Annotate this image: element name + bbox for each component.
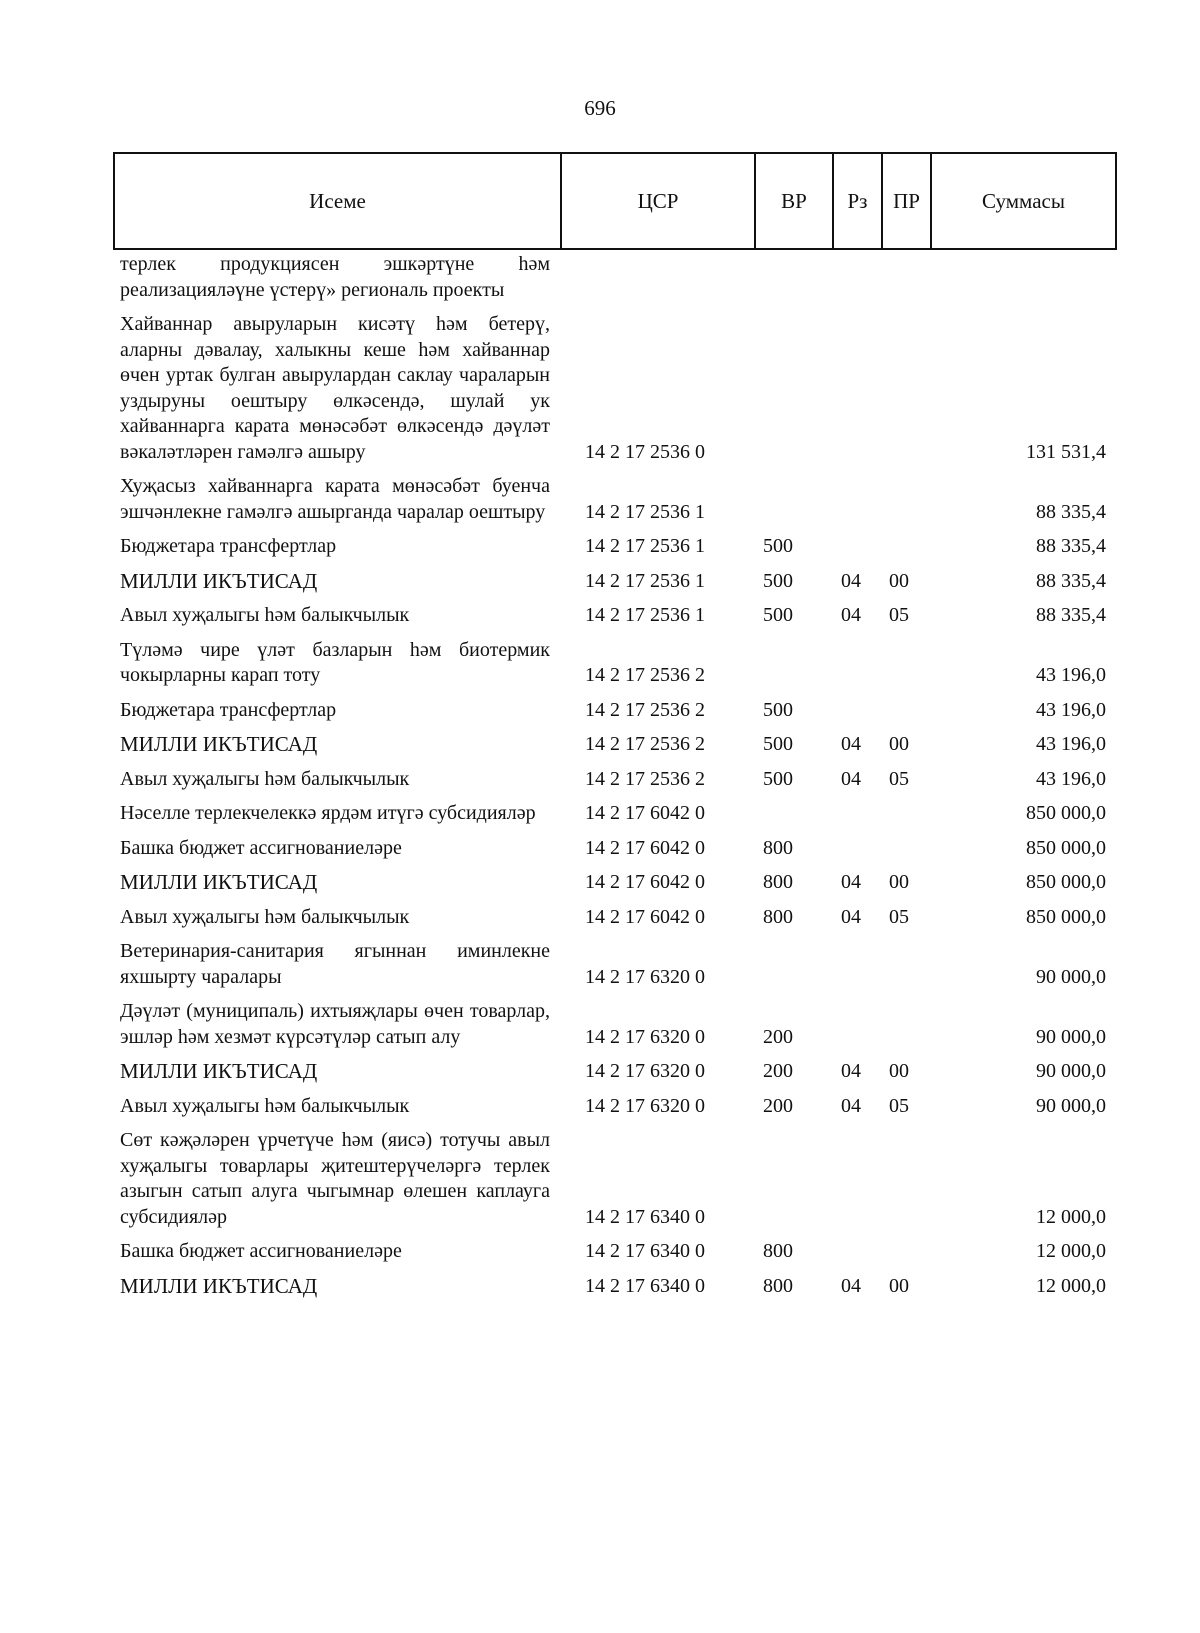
row-name: терлек продукциясен эшкәртүне һәм реализацияләүне үстерү» региональ проекты	[120, 253, 550, 301]
row-vr: 500	[763, 698, 793, 721]
row-pr: 00	[889, 569, 909, 592]
column-header-rz: Рз	[834, 154, 883, 248]
row-vr: 800	[763, 871, 793, 893]
row-sum: 131 531,4	[1026, 440, 1106, 463]
row-rz: 04	[841, 1274, 861, 1297]
row-sum: 90 000,0	[1036, 1025, 1106, 1048]
page-number: 696	[584, 96, 616, 120]
row-csr: 14 2 17 2536 1	[585, 535, 705, 557]
row-vr: 800	[763, 1240, 793, 1262]
row-csr: 14 2 17 2536 2	[585, 698, 705, 721]
table-row	[120, 252, 1110, 303]
row-rz: 04	[841, 905, 861, 928]
row-name: Ветеринария-санитария ягыннан иминлекне яхшырту чаралары	[120, 940, 550, 988]
column-header-pr: ПР	[883, 154, 932, 248]
table-row	[120, 638, 1110, 689]
row-name: Авыл хуҗалыгы һәм балыкчылык	[120, 604, 410, 626]
row-csr: 14 2 17 6042 0	[585, 802, 705, 824]
row-sum: 43 196,0	[1036, 733, 1106, 755]
row-vr: 200	[763, 1060, 793, 1082]
row-vr: 800	[763, 1274, 793, 1297]
table-row	[120, 1059, 1110, 1085]
row-name: МИЛЛИ ИКЪТИСАД	[120, 1273, 318, 1298]
row-name: Авыл хуҗалыгы һәм балыкчылык	[120, 1094, 410, 1117]
table-row	[120, 999, 1110, 1050]
row-csr: 14 2 17 6320 0	[585, 1025, 705, 1048]
row-sum: 850 000,0	[1026, 871, 1106, 893]
row-name: Хайваннар авыруларын кисәтү һәм бетерү, аларны дәвалау, халыкны кеше һәм хайваннар өчен уртак булган авырулардан саклау чараларын уздыруны оештыру өлкәсендә, шулай ук хайваннарга карата мөнәсәбәт өлкәсендә дәүләт вәкаләтләрен гамәлгә ашыру	[120, 313, 550, 463]
row-csr: 14 2 17 2536 2	[585, 664, 705, 686]
row-rz: 04	[841, 604, 861, 626]
row-name: Бюджетара трансфертлар	[120, 698, 337, 721]
table-row	[120, 801, 1110, 827]
table-row	[120, 569, 1110, 595]
row-csr: 14 2 17 6042 0	[585, 871, 705, 893]
table-row	[120, 1274, 1110, 1300]
table-row	[120, 1094, 1110, 1120]
table-row	[120, 905, 1110, 931]
row-pr: 05	[889, 905, 909, 928]
row-name: Башка бюджет ассигнованиеләре	[120, 1240, 402, 1262]
row-rz: 04	[841, 871, 861, 893]
column-header-sum: Суммасы	[982, 188, 1065, 213]
row-csr: 14 2 17 2536 2	[585, 733, 705, 755]
row-name: МИЛЛИ ИКЪТИСАД	[120, 568, 318, 593]
table-row	[120, 870, 1110, 896]
row-pr: 00	[889, 871, 909, 893]
table-row	[120, 1128, 1110, 1230]
row-pr: 05	[889, 1094, 909, 1117]
row-sum: 88 335,4	[1036, 500, 1106, 523]
row-sum: 90 000,0	[1036, 965, 1106, 988]
column-header-csr: ЦСР	[562, 154, 756, 248]
column-header-name: Исеме	[115, 154, 562, 248]
row-name: Бюджетара трансфертлар	[120, 535, 337, 557]
row-csr: 14 2 17 6042 0	[585, 905, 705, 928]
row-rz: 04	[841, 1094, 861, 1117]
row-name: Авыл хуҗалыгы һәм балыкчылык	[120, 767, 410, 790]
row-rz: 04	[841, 767, 861, 790]
table-row	[120, 732, 1110, 758]
row-name: Сөт кәҗәләрен үрчетүче һәм (яисә) тотучы авыл хуҗалыгы товарлары җитештерүчеләргә терлек азыгын сатып алуга чыгымнар өлешен каплауга субсидияләр	[120, 1129, 550, 1228]
row-name: Дәүләт (муниципаль) ихтыяҗлары өчен товарлар, эшләр һәм хезмәт күрсәтүләр сатып алу	[120, 1000, 550, 1048]
row-pr: 05	[889, 604, 909, 626]
table-row	[120, 312, 1110, 465]
row-sum: 90 000,0	[1036, 1094, 1106, 1117]
row-csr: 14 2 17 2536 2	[585, 767, 705, 790]
row-csr: 14 2 17 6340 0	[585, 1240, 705, 1262]
row-csr: 14 2 17 2536 0	[585, 440, 705, 463]
row-vr: 500	[763, 733, 793, 755]
table-row	[120, 836, 1110, 862]
row-name: Хуҗасыз хайваннарга карата мөнәсәбәт буенча эшчәнлекне гамәлгә ашырганда чаралар оештыру	[120, 475, 550, 523]
row-vr: 500	[763, 604, 793, 626]
row-rz: 04	[841, 733, 861, 755]
row-name: Авыл хуҗалыгы һәм балыкчылык	[120, 905, 410, 928]
row-csr: 14 2 17 2536 1	[585, 500, 705, 523]
row-pr: 00	[889, 733, 909, 755]
row-sum: 850 000,0	[1026, 802, 1106, 824]
row-name: Башка бюджет ассигнованиеләре	[120, 836, 402, 859]
row-vr: 800	[763, 836, 793, 859]
row-vr: 500	[763, 535, 793, 557]
table-row	[120, 534, 1110, 560]
row-name: Нәселле терлекчелеккә ярдәм итүгә субсидияләр	[120, 802, 536, 824]
row-vr: 800	[763, 905, 793, 928]
row-sum: 88 335,4	[1036, 569, 1106, 592]
row-sum: 43 196,0	[1036, 767, 1106, 790]
table-row	[120, 1239, 1110, 1265]
row-vr: 200	[763, 1094, 793, 1117]
row-csr: 14 2 17 6042 0	[585, 836, 705, 859]
row-name: МИЛЛИ ИКЪТИСАД	[120, 870, 318, 894]
row-pr: 00	[889, 1060, 909, 1082]
table-header	[113, 152, 1117, 250]
row-name: Түләмә чире үләт базларын һәм биотермик чокырларны карап тоту	[120, 638, 550, 686]
row-sum: 12 000,0	[1036, 1205, 1106, 1228]
row-name: МИЛЛИ ИКЪТИСАД	[120, 732, 318, 756]
row-pr: 05	[889, 767, 909, 790]
row-name: МИЛЛИ ИКЪТИСАД	[120, 1059, 318, 1083]
row-csr: 14 2 17 6340 0	[585, 1205, 705, 1228]
row-vr: 500	[763, 569, 793, 592]
row-pr: 00	[889, 1274, 909, 1297]
row-csr: 14 2 17 2536 1	[585, 604, 705, 626]
table-row	[120, 603, 1110, 629]
table-row	[120, 939, 1110, 990]
row-csr: 14 2 17 2536 1	[585, 569, 705, 592]
row-rz: 04	[841, 569, 861, 592]
row-sum: 850 000,0	[1026, 836, 1106, 859]
row-sum: 850 000,0	[1026, 905, 1106, 928]
row-vr: 200	[763, 1025, 793, 1048]
row-csr: 14 2 17 6320 0	[585, 965, 705, 988]
table-body	[120, 252, 1110, 1308]
row-csr: 14 2 17 6340 0	[585, 1274, 705, 1297]
column-header-vr: ВР	[756, 154, 834, 248]
row-sum: 43 196,0	[1036, 698, 1106, 721]
row-rz: 04	[841, 1060, 861, 1082]
row-sum: 88 335,4	[1036, 535, 1106, 557]
table-row	[120, 474, 1110, 525]
row-sum: 88 335,4	[1036, 604, 1106, 626]
table-row	[120, 767, 1110, 793]
row-sum: 90 000,0	[1036, 1060, 1106, 1082]
row-sum: 12 000,0	[1036, 1240, 1106, 1262]
row-csr: 14 2 17 6320 0	[585, 1060, 705, 1082]
row-sum: 12 000,0	[1036, 1274, 1106, 1297]
table-row	[120, 698, 1110, 724]
row-csr: 14 2 17 6320 0	[585, 1094, 705, 1117]
row-sum: 43 196,0	[1036, 664, 1106, 686]
row-vr: 500	[763, 767, 793, 790]
